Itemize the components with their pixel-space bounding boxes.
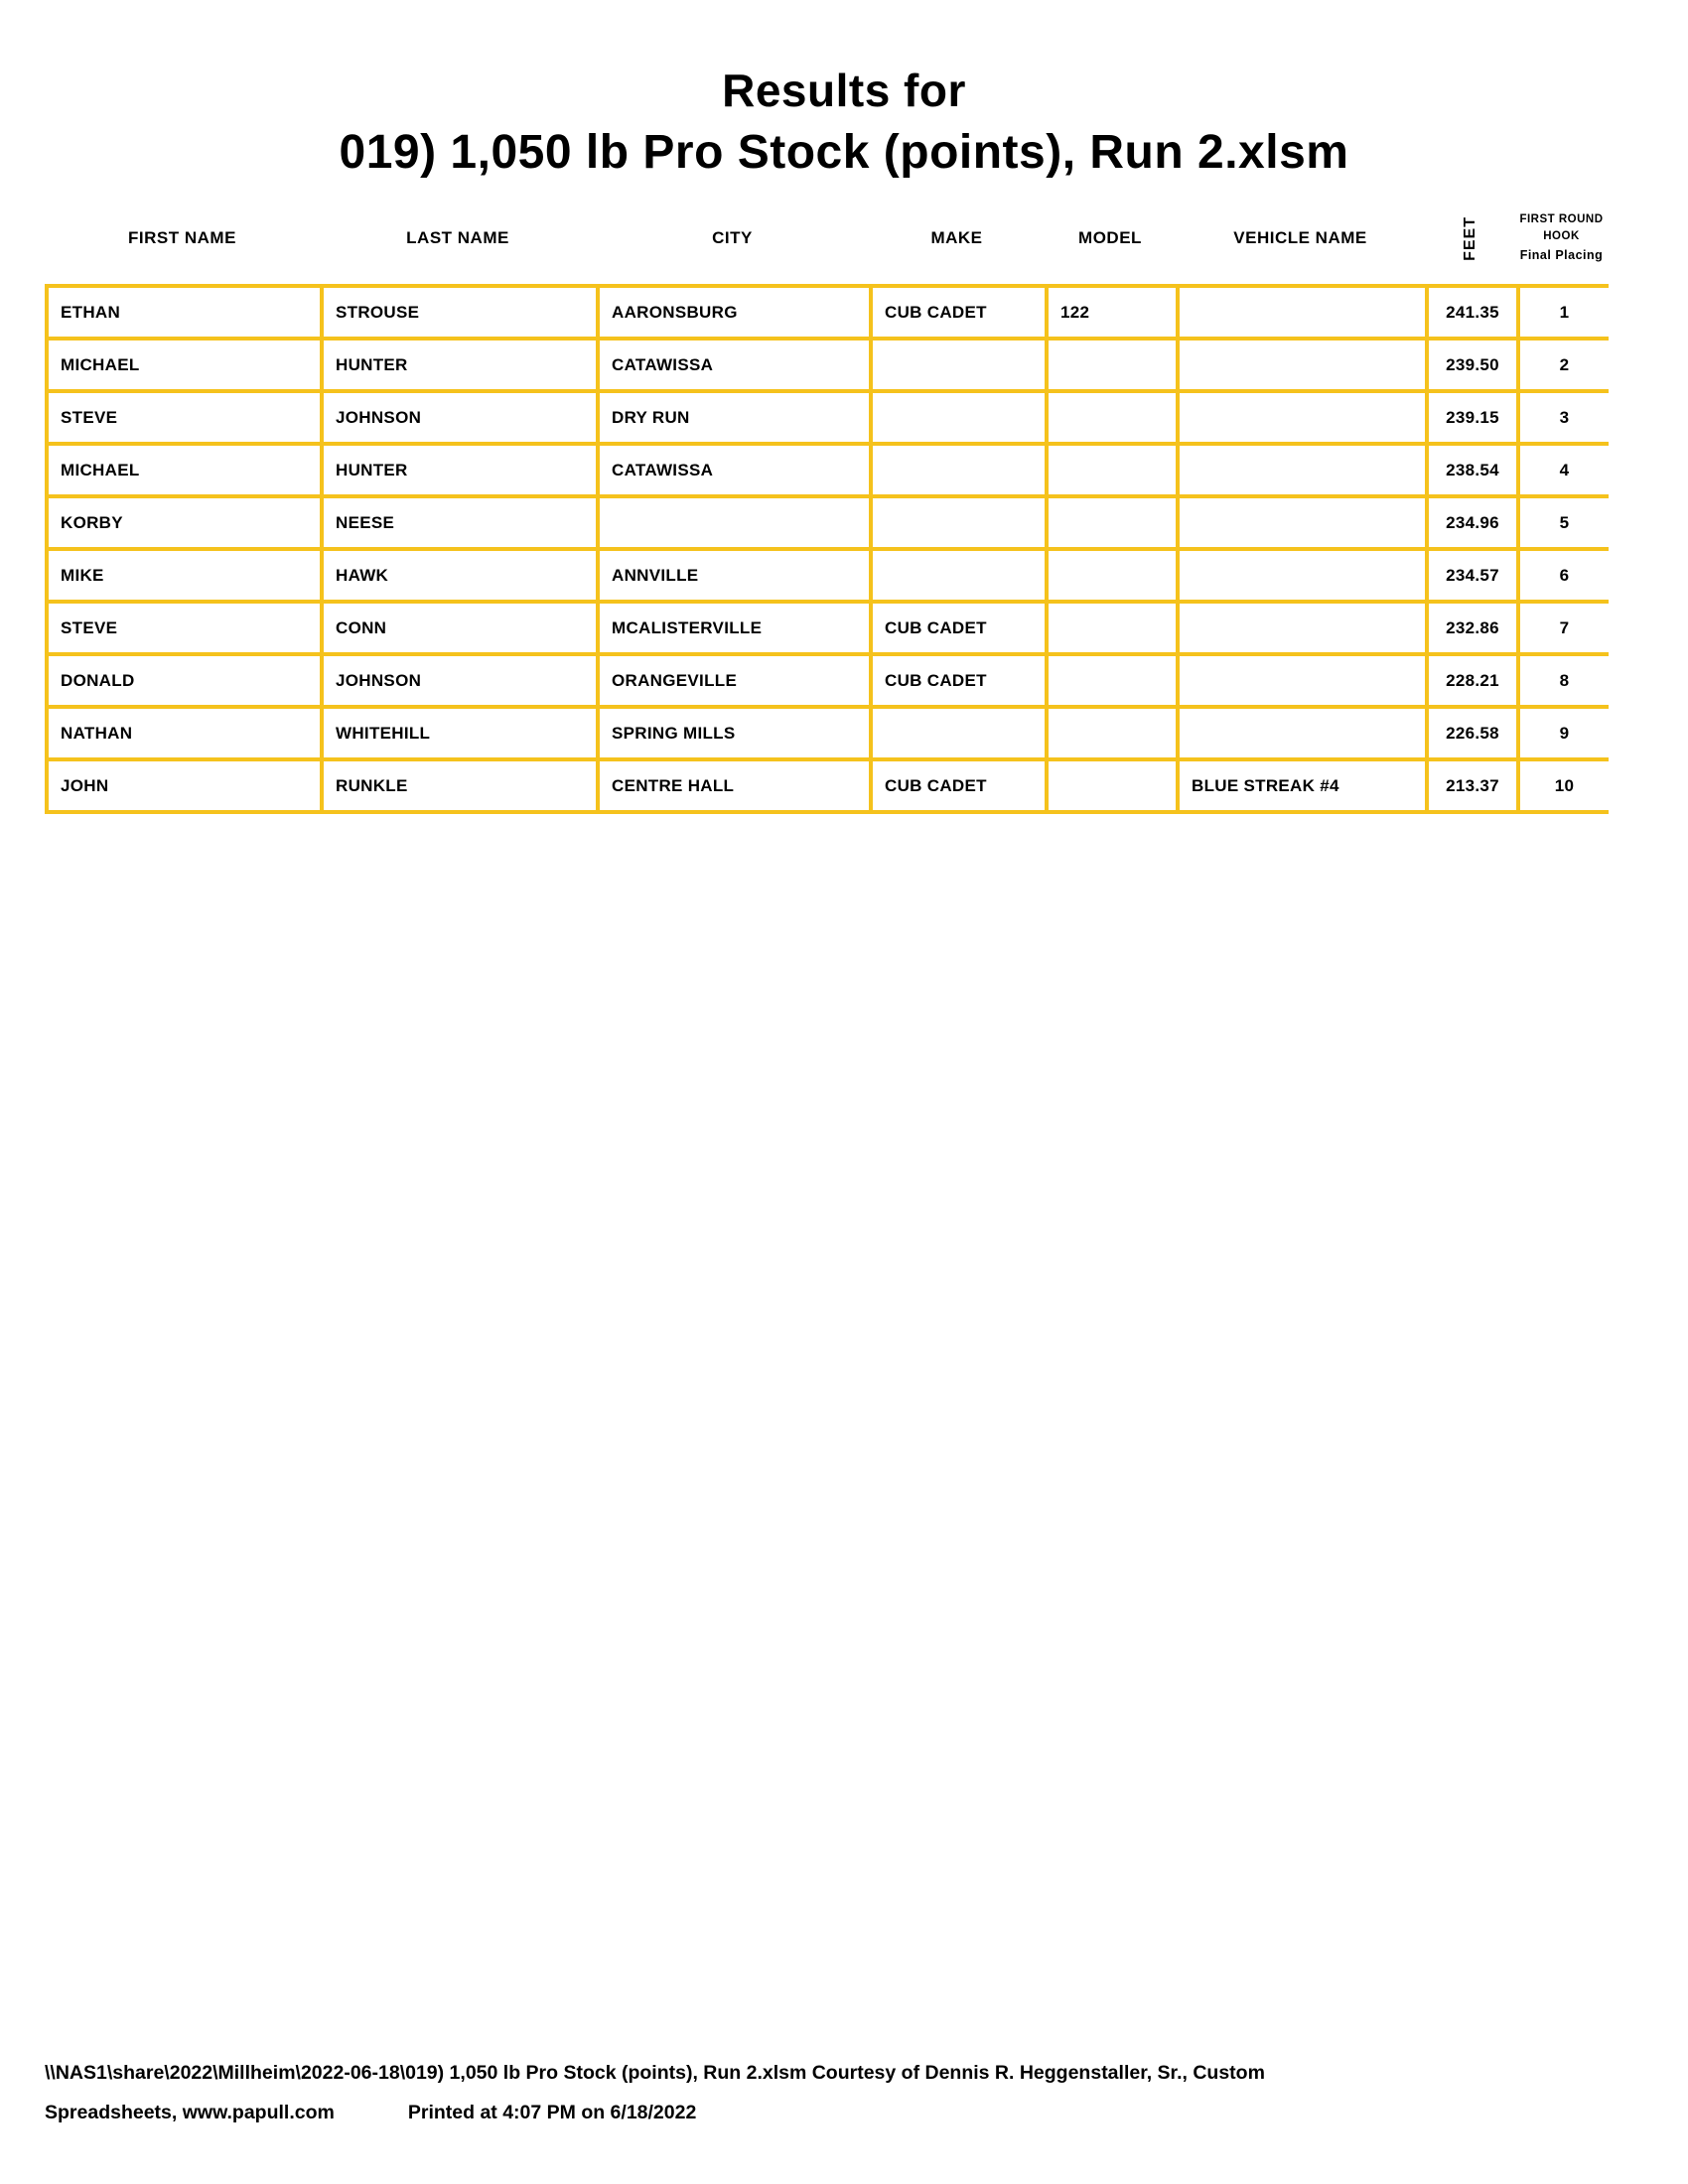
page-title-line2: 019) 1,050 lb Pro Stock (points), Run 2.xlsm: [339, 126, 1349, 179]
placing-header-line2: HOOK: [1543, 230, 1580, 243]
cell-feet: 239.15: [1427, 391, 1518, 444]
results-table: [45, 284, 1609, 814]
cell-model: [1047, 707, 1178, 759]
table-row: [47, 496, 1609, 549]
cell-make: [871, 707, 1047, 759]
cell-last-name: HAWK: [322, 549, 598, 602]
cell-vehicle-name: [1178, 339, 1427, 391]
cell-placing: 7: [1518, 602, 1609, 654]
cell-model: [1047, 549, 1178, 602]
cell-first-name: NATHAN: [47, 707, 322, 759]
cell-last-name: JOHNSON: [322, 391, 598, 444]
cell-make: [871, 391, 1047, 444]
cell-placing: 2: [1518, 339, 1609, 391]
cell-last-name: HUNTER: [322, 339, 598, 391]
column-header-vehicle-name: VEHICLE NAME: [1233, 228, 1367, 247]
cell-last-name: JOHNSON: [322, 654, 598, 707]
cell-make: CUB CADET: [871, 759, 1047, 812]
table-row: [47, 391, 1609, 444]
table-row: [47, 602, 1609, 654]
cell-feet: 238.54: [1427, 444, 1518, 496]
cell-model: [1047, 339, 1178, 391]
cell-first-name: KORBY: [47, 496, 322, 549]
cell-feet: 213.37: [1427, 759, 1518, 812]
cell-make: CUB CADET: [871, 286, 1047, 339]
cell-first-name: MICHAEL: [47, 444, 322, 496]
cell-first-name: ETHAN: [47, 286, 322, 339]
cell-vehicle-name: [1178, 286, 1427, 339]
cell-placing: 8: [1518, 654, 1609, 707]
column-header-make: MAKE: [930, 228, 983, 247]
cell-vehicle-name: BLUE STREAK #4: [1178, 759, 1427, 812]
cell-make: [871, 496, 1047, 549]
cell-placing: 9: [1518, 707, 1609, 759]
column-header-city: CITY: [712, 228, 753, 247]
cell-placing: 6: [1518, 549, 1609, 602]
column-header-first-name: FIRST NAME: [128, 228, 236, 247]
cell-city: SPRING MILLS: [598, 707, 871, 759]
cell-make: CUB CADET: [871, 602, 1047, 654]
cell-city: AARONSBURG: [598, 286, 871, 339]
placing-header-line3: Final Placing: [1519, 248, 1604, 263]
cell-city: ANNVILLE: [598, 549, 871, 602]
cell-vehicle-name: [1178, 444, 1427, 496]
table-column-headers: [45, 197, 1607, 280]
cell-feet: 239.50: [1427, 339, 1518, 391]
cell-vehicle-name: [1178, 707, 1427, 759]
table-row: [47, 286, 1609, 339]
cell-first-name: JOHN: [47, 759, 322, 812]
cell-placing: 5: [1518, 496, 1609, 549]
column-header-final-placing: [1516, 197, 1607, 280]
cell-feet: 234.57: [1427, 549, 1518, 602]
table-row: [47, 654, 1609, 707]
cell-make: [871, 549, 1047, 602]
placing-header-line1: FIRST ROUND: [1519, 212, 1604, 225]
cell-make: CUB CADET: [871, 654, 1047, 707]
cell-city: CATAWISSA: [598, 339, 871, 391]
cell-model: [1047, 654, 1178, 707]
cell-model: [1047, 602, 1178, 654]
cell-last-name: WHITEHILL: [322, 707, 598, 759]
cell-last-name: CONN: [322, 602, 598, 654]
cell-first-name: MIKE: [47, 549, 322, 602]
cell-feet: 228.21: [1427, 654, 1518, 707]
cell-model: [1047, 759, 1178, 812]
cell-first-name: STEVE: [47, 602, 322, 654]
page-title-line1: Results for: [722, 65, 966, 116]
cell-first-name: DONALD: [47, 654, 322, 707]
cell-vehicle-name: [1178, 391, 1427, 444]
cell-feet: 226.58: [1427, 707, 1518, 759]
column-header-feet: [1425, 197, 1516, 280]
table-row: [47, 707, 1609, 759]
page-footer: [45, 2053, 1643, 2132]
cell-feet: 241.35: [1427, 286, 1518, 339]
table-row: [47, 759, 1609, 812]
cell-last-name: HUNTER: [322, 444, 598, 496]
footer-line2-text: Spreadsheets, www.papull.com: [45, 2102, 335, 2123]
cell-placing: 3: [1518, 391, 1609, 444]
cell-last-name: RUNKLE: [322, 759, 598, 812]
column-header-model: MODEL: [1078, 228, 1142, 247]
table-row: [47, 444, 1609, 496]
cell-vehicle-name: [1178, 602, 1427, 654]
cell-feet: 232.86: [1427, 602, 1518, 654]
column-header-last-name: LAST NAME: [406, 228, 509, 247]
footer-printed-timestamp: Printed at 4:07 PM on 6/18/2022: [407, 2102, 697, 2123]
cell-city: ORANGEVILLE: [598, 654, 871, 707]
cell-make: [871, 339, 1047, 391]
cell-placing: 4: [1518, 444, 1609, 496]
cell-city: DRY RUN: [598, 391, 871, 444]
cell-vehicle-name: [1178, 549, 1427, 602]
cell-model: 122: [1047, 286, 1178, 339]
cell-vehicle-name: [1178, 496, 1427, 549]
cell-first-name: MICHAEL: [47, 339, 322, 391]
cell-model: [1047, 391, 1178, 444]
cell-city: CATAWISSA: [598, 444, 871, 496]
cell-placing: 10: [1518, 759, 1609, 812]
cell-city: MCALISTERVILLE: [598, 602, 871, 654]
table-row: [47, 339, 1609, 391]
cell-first-name: STEVE: [47, 391, 322, 444]
feet-vertical-label: FEET: [1462, 215, 1478, 261]
cell-city: [598, 496, 871, 549]
cell-placing: 1: [1518, 286, 1609, 339]
cell-make: [871, 444, 1047, 496]
cell-last-name: STROUSE: [322, 286, 598, 339]
cell-vehicle-name: [1178, 654, 1427, 707]
footer-line1: \\NAS1\share\2022\Millheim\2022-06-18\019) 1,050 lb Pro Stock (points), Run 2.xlsm Courtesy of Dennis R. Heggenstaller, Sr., Custom: [45, 2062, 1265, 2084]
cell-model: [1047, 444, 1178, 496]
table-row: [47, 549, 1609, 602]
footer-line2: [45, 2093, 1643, 2132]
cell-city: CENTRE HALL: [598, 759, 871, 812]
cell-feet: 234.96: [1427, 496, 1518, 549]
cell-model: [1047, 496, 1178, 549]
cell-last-name: NEESE: [322, 496, 598, 549]
